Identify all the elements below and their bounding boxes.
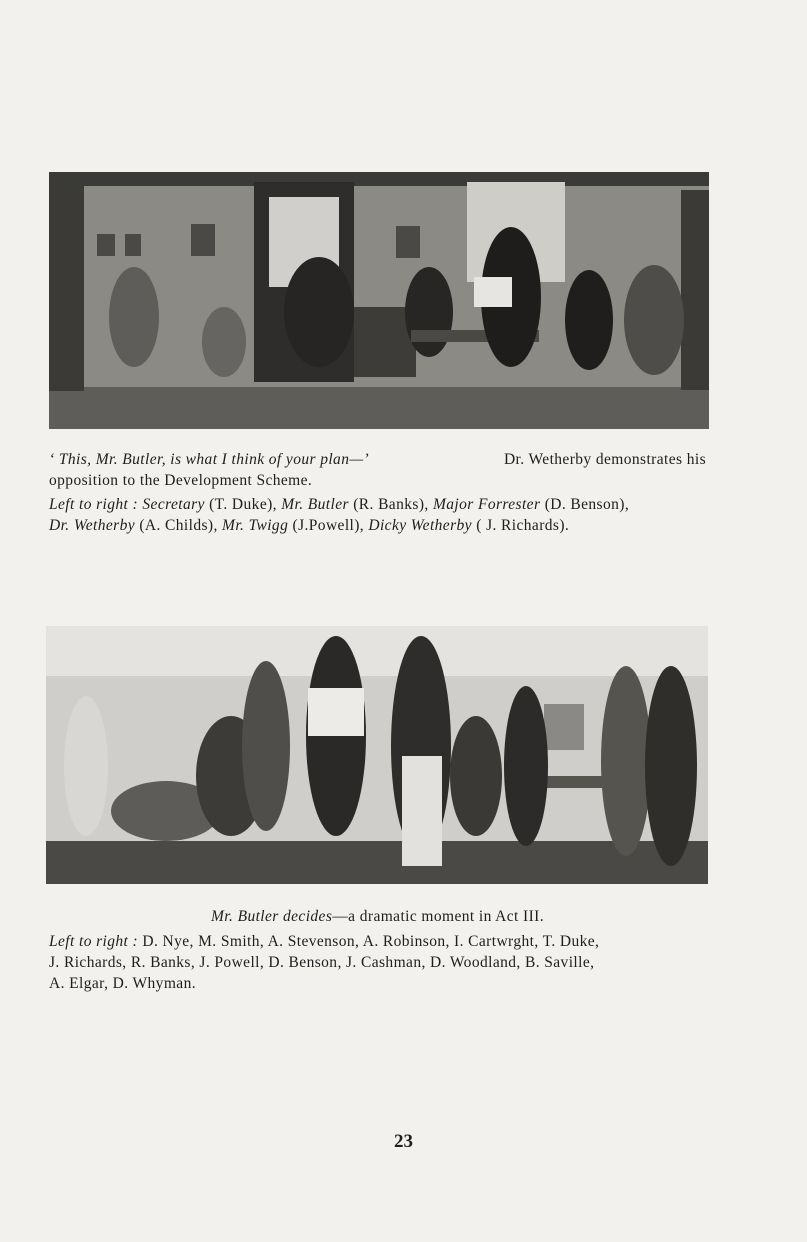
caption-bottom-names-line-1 (49, 931, 706, 952)
caption-top-cast-line-1 (49, 494, 706, 515)
caption-top-cast-line-2 (49, 515, 706, 536)
cast-role-5: Mr. Twigg (222, 517, 289, 534)
caption-bottom-ltr-label: Left to right : (49, 933, 139, 950)
cast-actor-6: ( J. Richards). (476, 517, 570, 534)
caption-bottom-title-italic: Mr. Butler decides (211, 908, 333, 925)
cast-actor-3: (D. Benson), (544, 496, 630, 513)
caption-bottom (49, 906, 706, 994)
caption-bottom-names-line-2: J. Richards, R. Banks, J. Powell, D. Benson, J. Cashman, D. Woodland, B. Saville, (49, 954, 595, 971)
caption-top-ltr-label: Left to right : (49, 496, 139, 513)
stage-photo-top-image (49, 172, 709, 429)
cast-role-1: Secretary (142, 496, 205, 513)
cast-actor-4: (A. Childs), (139, 517, 218, 534)
caption-top-description-part1: Dr. Wetherby demonstrates his (503, 451, 706, 468)
caption-bottom-title (49, 906, 706, 927)
stage-photo-top (49, 172, 709, 429)
caption-top-line-2: opposition to the Development Scheme. (49, 472, 313, 489)
stage-photo-bottom-image (46, 626, 708, 884)
caption-bottom-title-rest: —a dramatic moment in Act III. (332, 908, 544, 925)
cast-actor-1: (T. Duke), (209, 496, 277, 513)
cast-actor-5: (J.Powell), (292, 517, 365, 534)
cast-role-3: Major Forrester (432, 496, 541, 513)
caption-bottom-names-1: D. Nye, M. Smith, A. Stevenson, A. Robinson, I. Cartwrght, T. Duke, (142, 933, 600, 950)
cast-actor-2: (R. Banks), (353, 496, 429, 513)
cast-role-4: Dr. Wetherby (49, 517, 136, 534)
stage-photo-bottom (46, 626, 708, 884)
cast-role-2: Mr. Butler (281, 496, 349, 513)
caption-top-quote: ‘ This, Mr. Butler, is what I think of your plan—’ (49, 451, 370, 468)
cast-role-6: Dicky Wetherby (368, 517, 472, 534)
caption-top (49, 449, 706, 536)
caption-top-line-1 (49, 449, 706, 470)
caption-bottom-names-line-3: A. Elgar, D. Whyman. (49, 975, 196, 992)
page-number: 23 (394, 1131, 413, 1152)
